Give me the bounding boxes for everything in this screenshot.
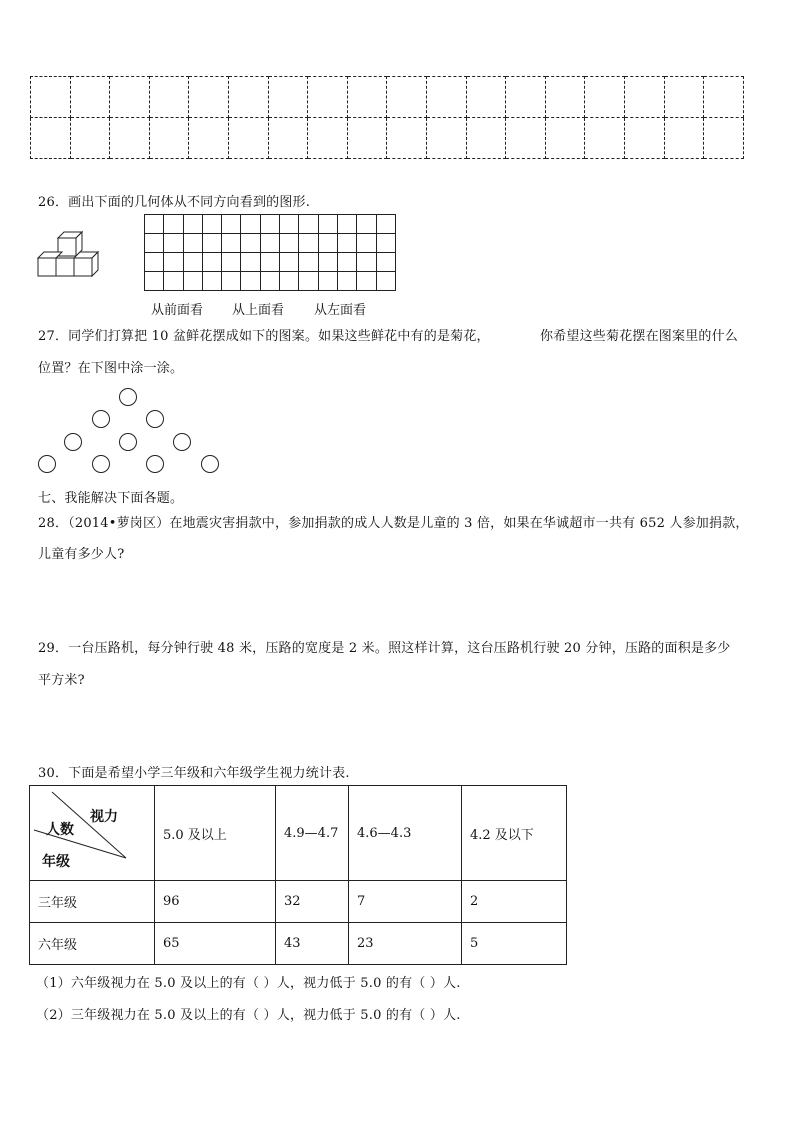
view-grid-cell [337,234,356,253]
writing-cell [585,118,625,159]
flower-circle [39,456,56,473]
view-grid-cell [222,272,241,291]
writing-cell [704,118,744,159]
question-29-line1: 29．一台压路机，每分钟行驶 48 米，压路的宽度是 2 米。照这样计算，这台压路机行驶 20 分钟，压路的面积是多少 [38,641,731,656]
view-grid-cell [376,215,395,234]
writing-cell [110,77,150,118]
view-grid-cell [222,253,241,272]
writing-cell [308,77,348,118]
writing-cell [545,77,585,118]
writing-cell [664,118,704,159]
writing-cell [426,77,466,118]
view-grid-cell [318,234,337,253]
view-grid-cell [145,253,164,272]
view-label-top: 从上面看 [232,303,285,318]
table-cell: 96 [155,881,276,923]
three-view-grid [144,214,396,291]
answer-writing-grid [30,76,744,159]
flower-circle [93,456,110,473]
header-diag-top-right: 视力 [90,809,118,825]
view-grid-cell [357,215,376,234]
view-grid-cell [357,234,376,253]
view-grid-cell [280,253,299,272]
view-grid-cell [241,234,260,253]
view-grid-cell [164,253,183,272]
flower-circle [65,434,82,451]
writing-cell [31,77,71,118]
view-grid-cell [260,272,279,291]
view-grid-cell [145,272,164,291]
table-cell: 7 [349,881,462,923]
view-grid-cell [357,253,376,272]
table-row [30,923,567,965]
writing-cell [506,77,546,118]
view-grid-cell [260,215,279,234]
writing-cell [228,77,268,118]
view-grid-cell [376,234,395,253]
view-grid-cell [299,272,318,291]
column-header: 4.9—4.7 [276,786,349,881]
flower-circle-pattern [30,384,230,476]
writing-cell [624,118,664,159]
flower-circle [93,411,110,428]
flower-circle [202,456,219,473]
flower-circle [147,411,164,428]
view-grid-cell [337,253,356,272]
writing-cell [110,118,150,159]
vision-stats-table [29,785,567,965]
view-label-front: 从前面看 [151,303,204,318]
writing-cell [347,77,387,118]
writing-cell [585,77,625,118]
view-grid-cell [376,253,395,272]
column-header: 4.6—4.3 [349,786,462,881]
table-cell: 23 [349,923,462,965]
view-grid-cell [318,253,337,272]
view-grid-cell [260,234,279,253]
flower-circle [120,389,137,406]
view-grid-cell [337,272,356,291]
view-grid-cell [202,272,221,291]
view-grid-cell [164,215,183,234]
flower-circle [174,434,191,451]
writing-cell [31,118,71,159]
diagonal-header-cell [30,786,155,881]
view-grid-cell [241,272,260,291]
table-cell: 65 [155,923,276,965]
writing-cell [387,77,427,118]
view-grid-cell [145,215,164,234]
writing-cell [70,77,110,118]
header-diag-middle: 人数 [46,822,74,838]
writing-cell [149,118,189,159]
writing-cell [426,118,466,159]
view-grid-cell [222,234,241,253]
header-diag-bottom-left: 年级 [42,854,70,870]
view-grid-cell [164,234,183,253]
view-grid-cell [241,215,260,234]
writing-cell [545,118,585,159]
view-grid-cell [318,215,337,234]
view-grid-cell [280,272,299,291]
view-grid-cell [260,253,279,272]
flower-circle [120,434,137,451]
view-grid-cell [202,253,221,272]
writing-cell [308,118,348,159]
view-grid-cell [183,272,202,291]
table-cell: 43 [276,923,349,965]
view-grid-cell [299,253,318,272]
view-grid-cell [299,234,318,253]
question-28-line2: 儿童有多少人? [38,547,125,562]
flower-circle [147,456,164,473]
view-grid-cell [357,272,376,291]
writing-cell [506,118,546,159]
table-cell: 5 [462,923,567,965]
question-26-text: 26．画出下面的几何体从不同方向看到的图形. [38,195,311,210]
row-label: 六年级 [30,923,155,965]
question-27-line1a: 27．同学们打算把 10 盆鲜花摆成如下的图案。如果这些鲜花中有的是菊花， [38,329,490,344]
column-header: 4.2 及以下 [462,786,567,881]
writing-cell [664,77,704,118]
row-label: 三年级 [30,881,155,923]
question-28-line1: 28．（2014•萝岗区）在地震灾害捐款中，参加捐款的成人人数是儿童的 3 倍，如果在华诚超市一共有 652 人参加捐款， [38,516,749,531]
writing-cell [466,118,506,159]
writing-cell [347,118,387,159]
question-30-intro: 30．下面是希望小学三年级和六年级学生视力统计表. [38,766,350,781]
view-grid-cell [318,272,337,291]
writing-cell [387,118,427,159]
table-cell: 32 [276,881,349,923]
writing-cell [189,118,229,159]
view-grid-cell [202,234,221,253]
view-grid-cell [202,215,221,234]
view-label-left: 从左面看 [314,303,367,318]
table-header-row [30,786,567,881]
cube-solid-figure [36,228,108,280]
writing-cell [624,77,664,118]
writing-cell [189,77,229,118]
view-grid-cell [222,215,241,234]
view-grid-cell [145,234,164,253]
column-header: 5.0 及以上 [155,786,276,881]
writing-cell [704,77,744,118]
view-grid-cell [183,234,202,253]
view-grid-cell [164,272,183,291]
question-30-sub2: （2）三年级视力在 5.0 及以上的有（ ）人，视力低于 5.0 的有（ ）人. [36,1008,461,1023]
writing-cell [466,77,506,118]
table-row [30,881,567,923]
writing-cell [268,118,308,159]
writing-cell [268,77,308,118]
writing-cell [228,118,268,159]
question-29-line2: 平方米? [38,673,85,688]
question-27-line1b: 你希望这些菊花摆在图案里的什么 [540,329,739,344]
view-grid-cell [280,234,299,253]
writing-cell [149,77,189,118]
view-grid-cell [280,215,299,234]
table-cell: 2 [462,881,567,923]
view-grid-cell [376,272,395,291]
view-grid-cell [183,253,202,272]
section-7-heading: 七、我能解决下面各题。 [38,491,184,506]
question-30-sub1: （1）六年级视力在 5.0 及以上的有（ ）人，视力低于 5.0 的有（ ）人. [36,976,461,991]
view-grid-cell [299,215,318,234]
view-grid-cell [183,215,202,234]
view-grid-cell [337,215,356,234]
writing-cell [70,118,110,159]
question-27-line2: 位置？在下图中涂一涂。 [38,361,184,376]
view-grid-cell [241,253,260,272]
